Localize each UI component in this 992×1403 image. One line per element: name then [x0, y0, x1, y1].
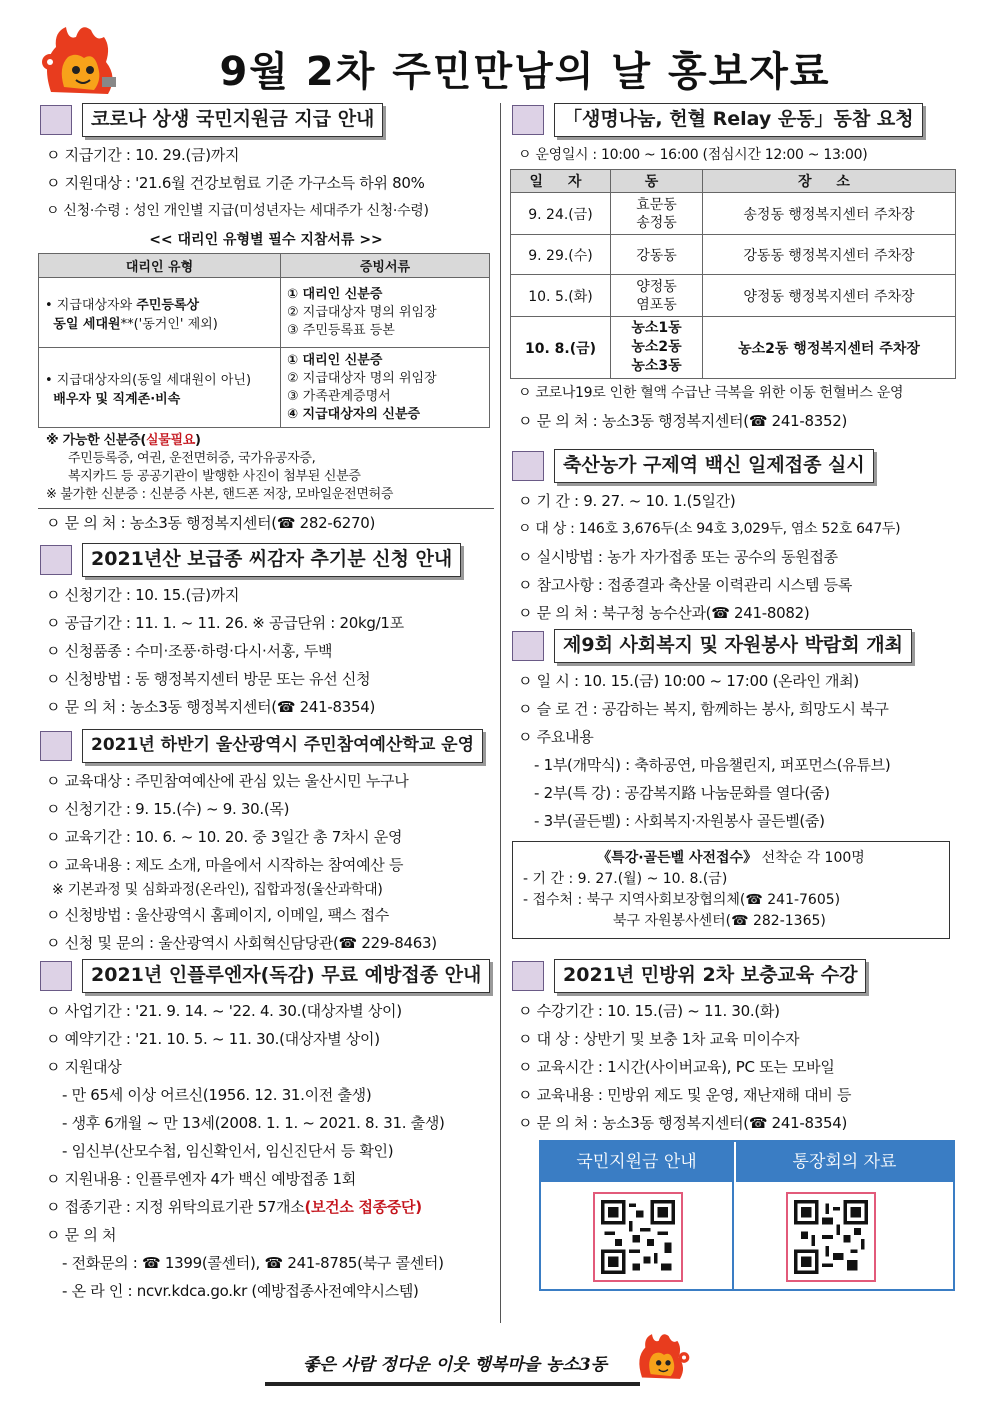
page-title: 9월 2차 주민만남의 날 홍보자료 [219, 49, 831, 95]
section-header [510, 449, 956, 483]
section-title: 축산농가 구제역 백신 일제접종 실시 [554, 449, 874, 483]
section-seed-potato [38, 543, 494, 729]
section-marker [40, 961, 72, 991]
contact-line: ㅇ 문 의 처 : 농소3동 행정복지센터(☎ 241-8354) [518, 1114, 848, 1132]
box-line: - 기 간 : 9. 27.(월) ~ 10. 8.(금) [523, 871, 728, 887]
info-line: ㅇ 접종기관 : 지정 위탁의료기관 57개소(보건소 접종중단) [46, 1198, 422, 1216]
sub-line: - 임신부(산모수첩, 임신확인서, 임신진단서 등 확인) [62, 1142, 394, 1160]
contact-line: ㅇ 문 의 처 : 농소3동 행정복지센터(☎ 241-8352) [518, 412, 848, 430]
info-line: ㅇ 수강기간 : 10. 15.(금) ~ 11. 30.(화) [518, 1002, 780, 1020]
sub-line: - 3부(골든벨) : 사회복지·자원봉사 골든벨(줌) [534, 812, 825, 830]
info-line: ㅇ 지급기간 : 10. 29.(금)까지 [46, 146, 240, 164]
section-budget-school [38, 729, 494, 959]
table-header: 증빙서류 [281, 254, 490, 278]
table-cell: ① 대리인 신분증 ② 지급대상자 명의 위임장 ③ 가족관계증명서 ④ 지급대상자의 신분증 [281, 348, 490, 428]
left-column [38, 103, 494, 1305]
info-line: ㅇ 일 시 : 10. 15.(금) 10:00 ~ 17:00 (온라인 개최) [518, 672, 859, 690]
box-line: 북구 자원봉사센터(☎ 282-1365) [613, 913, 826, 929]
qr-code[interactable] [593, 1192, 683, 1282]
section-header [510, 629, 956, 663]
table-cell: 9. 29.(수) [511, 235, 611, 275]
table-caption: << 대리인 유형별 필수 지참서류 >> [149, 232, 383, 248]
section-welfare-expo [510, 629, 956, 959]
note-line: ※ 불가한 신분증 : 신분증 사본, 핸드폰 저장, 모바일운전면허증 [46, 487, 394, 502]
table-cell: 강동동 [611, 235, 703, 275]
info-line: ㅇ 신청품종 : 수미·조풍·하령·다시·서홍, 두백 [46, 642, 333, 660]
section-marker [512, 631, 544, 661]
info-line: ㅇ 실시방법 : 농가 자가접종 또는 공수의 동원접종 [518, 548, 838, 566]
section-marker [40, 731, 72, 761]
note-line: 주민등록증, 여권, 운전면허증, 국가유공자증, [68, 451, 316, 466]
section-header [38, 959, 494, 993]
section-title: 2021년 민방위 2차 보충교육 수강 [554, 959, 866, 993]
contact-line: ㅇ 문 의 처 : 북구청 농수산과(☎ 241-8082) [518, 604, 810, 622]
table-cell: 10. 5.(화) [511, 275, 611, 317]
section-marker [512, 105, 544, 135]
section-header [510, 959, 956, 993]
section-header [38, 543, 494, 577]
info-line: ㅇ 교육내용 : 민방위 제도 및 운영, 재난재해 대비 등 [518, 1086, 852, 1104]
table-cell: • 지급대상자의(동일 세대원이 아닌) 배우자 및 직계존·비속 [39, 348, 281, 428]
info-line: ㅇ 참고사항 : 접종결과 축산물 이력관리 시스템 등록 [518, 576, 853, 594]
sub-line: - 만 65세 이상 어르신(1956. 12. 31.이전 출생) [62, 1086, 372, 1104]
table-cell: ① 대리인 신분증 ② 지급대상자 명의 위임장 ③ 주민등록표 등본 [281, 278, 490, 348]
info-line: ㅇ 교육내용 : 제도 소개, 마을에서 시작하는 참여예산 등 [46, 856, 404, 874]
mascot-logo-small [632, 1330, 692, 1385]
table-cell: 강동동 행정복지센터 주차장 [703, 235, 956, 275]
footer-underline [265, 1382, 640, 1386]
section-relief-fund [38, 103, 494, 543]
qr-panel-divider [732, 1142, 734, 1289]
info-line: ㅇ 슬 로 건 : 공감하는 복지, 함께하는 봉사, 희망도시 북구 [518, 700, 889, 718]
info-line: ㅇ 지원대상 : '21.6월 건강보험료 기준 가구소득 하위 80% [46, 174, 425, 192]
section-civil-defense [510, 959, 956, 1137]
info-line: ㅇ 신청·수령 : 성인 개인별 지급(미성년자는 세대주가 신청·수령) [46, 203, 429, 219]
sub-line: - 1부(개막식) : 축하공연, 마음챌린지, 퍼포먼스(유튜브) [534, 756, 891, 774]
table-cell: 농소2동 행정복지센터 주차장 [703, 317, 956, 379]
mascot-logo [36, 22, 126, 102]
note-line: ※ 기본과정 및 심화과정(온라인), 집합과정(울산과학대) [52, 882, 383, 898]
info-line: ㅇ 신청기간 : 10. 15.(금)까지 [46, 586, 240, 604]
info-line: ㅇ 대 상 : 146호 3,676두(소 94호 3,029두, 염소 52호 647두) [518, 521, 901, 537]
proxy-documents-table [38, 253, 490, 428]
info-line: ㅇ 공급기간 : 11. 1. ~ 11. 26. ※ 공급단위 : 20kg/1포 [46, 614, 404, 632]
info-line: ㅇ 기 간 : 9. 27. ~ 10. 1.(5일간) [518, 492, 736, 510]
info-line: ㅇ 운영일시 : 10:00 ~ 16:00 (점심시간 12:00 ~ 13:00) [518, 147, 868, 163]
sub-line: - 전화문의 : ☎ 1399(콜센터), ☎ 241-8785(북구 콜센터) [62, 1254, 444, 1272]
table-cell: 9. 24.(금) [511, 193, 611, 235]
table-header: 장 소 [703, 170, 956, 193]
info-line: ㅇ 지원대상 [46, 1058, 122, 1076]
section-title: 제9회 사회복지 및 자원봉사 박람회 개최 [554, 629, 912, 663]
info-line: ㅇ 교육대상 : 주민참여예산에 관심 있는 울산시민 누구나 [46, 772, 409, 790]
table-header: 동 [611, 170, 703, 193]
qr-label-meeting-docs: 통장회의 자료 [734, 1142, 953, 1182]
sub-line: - 2부(특 강) : 공감복지路 나눔문화를 열다(줌) [534, 784, 830, 802]
info-line: ㅇ 문 의 처 [46, 1226, 117, 1244]
table-cell: 양정동 염포동 [611, 275, 703, 317]
box-line: - 접수처 : 북구 지역사회보장협의체(☎ 241-7605) [523, 892, 841, 908]
pre-registration-box [512, 841, 950, 939]
qr-code[interactable] [786, 1192, 876, 1282]
info-line: ㅇ 주요내용 [518, 728, 594, 746]
section-flu-vaccine [38, 959, 494, 1305]
table-cell: 10. 8.(금) [511, 317, 611, 379]
section-title: 2021년산 보급종 씨감자 추기분 신청 안내 [82, 543, 461, 577]
sub-line: - 생후 6개월 ~ 만 13세(2008. 1. 1. ~ 2021. 8. 31. 출생) [62, 1114, 445, 1132]
section-marker [512, 961, 544, 991]
info-line: ㅇ 대 상 : 상반기 및 보충 1차 교육 미이수자 [518, 1030, 800, 1048]
section-livestock-vaccine [510, 449, 956, 629]
table-cell: 농소1동 농소2동 농소3동 [611, 317, 703, 379]
note-line: 복지카드 등 공공기관이 발행한 사진이 첨부된 신분증 [68, 469, 361, 484]
info-line: ㅇ 교육시간 : 1시간(사이버교육), PC 또는 모바일 [518, 1058, 835, 1076]
table-cell: 효문동 송정동 [611, 193, 703, 235]
qr-label-relief-fund: 국민지원금 안내 [541, 1142, 732, 1182]
column-divider [500, 103, 501, 1323]
section-marker [40, 545, 72, 575]
section-header [38, 103, 494, 137]
table-cell: • 지급대상자와 주민등록상 동일 세대원**('동거인' 제외) [39, 278, 281, 348]
section-marker [512, 451, 544, 481]
table-cell: 송정동 행정복지센터 주차장 [703, 193, 956, 235]
qr-panel [539, 1140, 955, 1291]
info-line: ㅇ 예약기간 : '21. 10. 5. ~ 11. 30.(대상자별 상이) [46, 1030, 380, 1048]
qr-code-icon [601, 1200, 675, 1274]
footer-slogan: 좋은 사람 정다운 이웃 행복마을 농소3동 [302, 1355, 608, 1375]
sub-line: - 온 라 인 : ncvr.kdca.go.kr (예방접종사전예약시스템) [62, 1282, 419, 1300]
section-blood-donation [510, 103, 956, 449]
section-header [38, 729, 494, 763]
section-marker [40, 105, 72, 135]
table-header: 대리인 유형 [39, 254, 281, 278]
info-line: ㅇ 신청기간 : 9. 15.(수) ~ 9. 30.(목) [46, 800, 290, 818]
note-line: ※ 가능한 신분증(실물필요) [46, 433, 201, 448]
info-line: ㅇ 지원내용 : 인플루엔자 4가 백신 예방접종 1회 [46, 1170, 356, 1188]
section-title: 2021년 하반기 울산광역시 주민참여예산학교 운영 [82, 729, 483, 763]
blood-drive-table [510, 169, 956, 379]
right-column [510, 103, 956, 1137]
section-title: 「생명나눔, 헌혈 Relay 운동」동참 요청 [554, 103, 923, 137]
table-cell: 양정동 행정복지센터 주차장 [703, 275, 956, 317]
info-line: ㅇ 신청방법 : 동 행정복지센터 방문 또는 유선 신청 [46, 670, 371, 688]
info-line: ㅇ 신청방법 : 울산광역시 홈페이지, 이메일, 팩스 접수 [46, 906, 389, 924]
info-line: ㅇ 코로나19로 인한 혈액 수급난 극복을 위한 이동 헌혈버스 운영 [518, 385, 904, 401]
section-title: 2021년 인플루엔자(독감) 무료 예방접종 안내 [82, 959, 490, 993]
info-line: ㅇ 교육기간 : 10. 6. ~ 10. 20. 중 3일간 총 7차시 운영 [46, 828, 403, 846]
box-title: 《특강·골든벨 사전접수》 선착순 각 100명 [597, 850, 865, 866]
contact-line: ㅇ 신청 및 문의 : 울산광역시 사회혁신담당관(☎ 229-8463) [46, 934, 437, 952]
section-header [510, 103, 956, 137]
qr-code-icon [794, 1200, 868, 1274]
table-header: 일 자 [511, 170, 611, 193]
info-line: ㅇ 사업기간 : '21. 9. 14. ~ '22. 4. 30.(대상자별 상이) [46, 1002, 402, 1020]
contact-line: ㅇ 문 의 처 : 농소3동 행정복지센터(☎ 282-6270) [38, 508, 494, 537]
contact-line: ㅇ 문 의 처 : 농소3동 행정복지센터(☎ 241-8354) [46, 698, 376, 716]
section-title: 코로나 상생 국민지원금 지급 안내 [82, 103, 383, 137]
